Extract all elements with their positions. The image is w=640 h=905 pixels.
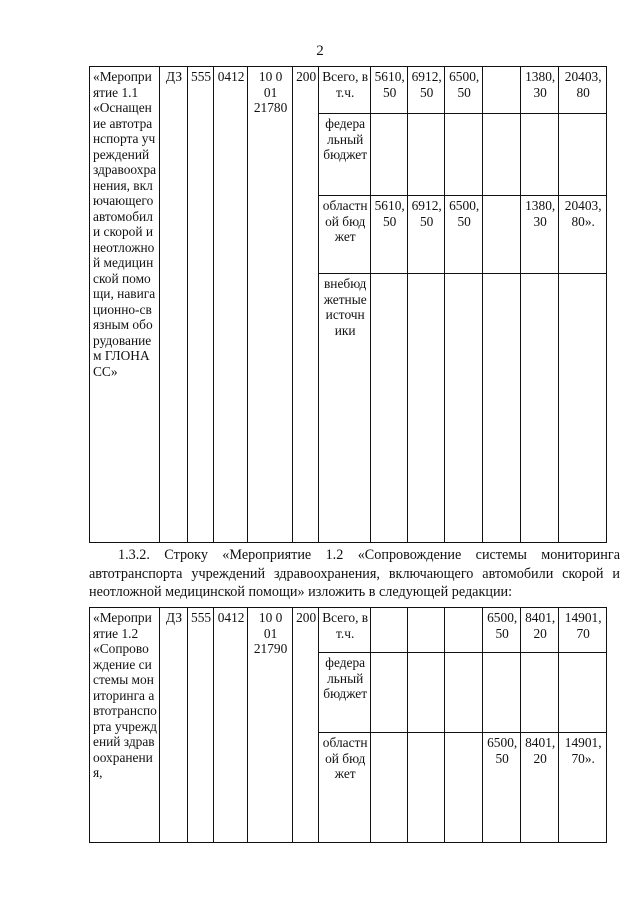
pr-code-cell: 0412 — [214, 67, 248, 543]
amount-cell: 6500,50 — [483, 608, 521, 653]
amount-cell — [408, 274, 445, 543]
amount-cell: 1380,30 — [521, 67, 559, 114]
amount-cell — [445, 274, 483, 543]
vr-code-cell: 200 — [293, 608, 319, 843]
total-cell: 14901,70 — [559, 608, 607, 653]
amount-cell — [483, 274, 521, 543]
gr-code-cell: ДЗ — [160, 608, 188, 843]
amount-cell — [371, 608, 408, 653]
amount-cell — [521, 114, 559, 196]
amount-cell — [521, 653, 559, 733]
amount-cell — [408, 114, 445, 196]
amount-cell — [521, 274, 559, 543]
amount-cell: 6912,50 — [408, 67, 445, 114]
amount-cell: 8401,20 — [521, 608, 559, 653]
measure-title-cell: «Мероприятие 1.1 «Оснащение автотранспорта учреждений здравоохранения, включающего автомобили скорой и неотложной медицинской помощи, навигационно-связным оборудованием ГЛОНАСС» — [90, 67, 160, 543]
funding-source-label: областной бюджет — [319, 733, 371, 843]
csr-code-cell: 10 0 01 21780 — [248, 67, 293, 543]
gr-code-cell: ДЗ — [160, 67, 188, 543]
amendment-paragraph-text: 1.3.2. Строку «Мероприятие 1.2 «Сопровождение системы мониторинга автотранспорта учреждений здравоохранения, включающего автомобили скорой и неотложной медицинской помощи» изложить в следующей редакции: — [89, 547, 620, 600]
amount-cell — [371, 733, 408, 843]
amount-cell — [371, 114, 408, 196]
funding-source-label: Всего, в т.ч. — [319, 67, 371, 114]
amount-cell: 6500,50 — [483, 733, 521, 843]
total-cell — [559, 274, 607, 543]
amount-cell — [408, 653, 445, 733]
measure-1-1-table — [89, 66, 607, 543]
funding-source-label: областной бюджет — [319, 196, 371, 274]
rz-code-cell: 555 — [188, 608, 214, 843]
total-cell: 14901,70». — [559, 733, 607, 843]
pr-code-cell: 0412 — [214, 608, 248, 843]
amount-cell — [371, 653, 408, 733]
total-cell — [559, 114, 607, 196]
vr-code-cell: 200 — [293, 67, 319, 543]
amount-cell — [371, 274, 408, 543]
amount-cell: 1380,30 — [521, 196, 559, 274]
amount-cell — [445, 733, 483, 843]
total-cell: 20403,80». — [559, 196, 607, 274]
csr-code-cell: 10 0 01 21790 — [248, 608, 293, 843]
amount-cell: 5610,50 — [371, 196, 408, 274]
amount-cell — [445, 608, 483, 653]
amount-cell — [445, 114, 483, 196]
amount-cell: 6500,50 — [445, 67, 483, 114]
amount-cell: 5610,50 — [371, 67, 408, 114]
amount-cell — [483, 114, 521, 196]
funding-source-label: внебюджетные источники — [319, 274, 371, 543]
amount-cell — [445, 653, 483, 733]
page-number: 2 — [316, 43, 324, 59]
amount-cell — [483, 196, 521, 274]
measure-title-cell: «Мероприятие 1.2 «Сопровождение системы мониторинга автотранспорта учреждений здравоохранения, — [90, 608, 160, 843]
total-cell — [559, 653, 607, 733]
funding-source-label: федеральный бюджет — [319, 114, 371, 196]
rz-code-cell: 555 — [188, 67, 214, 543]
funding-source-label: Всего, в т.ч. — [319, 608, 371, 653]
funding-source-label: федеральный бюджет — [319, 653, 371, 733]
amount-cell — [408, 733, 445, 843]
measure-1-2-table — [89, 607, 607, 843]
amount-cell: 6912,50 — [408, 196, 445, 274]
amendment-paragraph — [89, 546, 620, 602]
amount-cell — [483, 653, 521, 733]
amount-cell: 8401,20 — [521, 733, 559, 843]
amount-cell — [408, 608, 445, 653]
total-cell: 20403,80 — [559, 67, 607, 114]
amount-cell: 6500,50 — [445, 196, 483, 274]
amount-cell — [483, 67, 521, 114]
